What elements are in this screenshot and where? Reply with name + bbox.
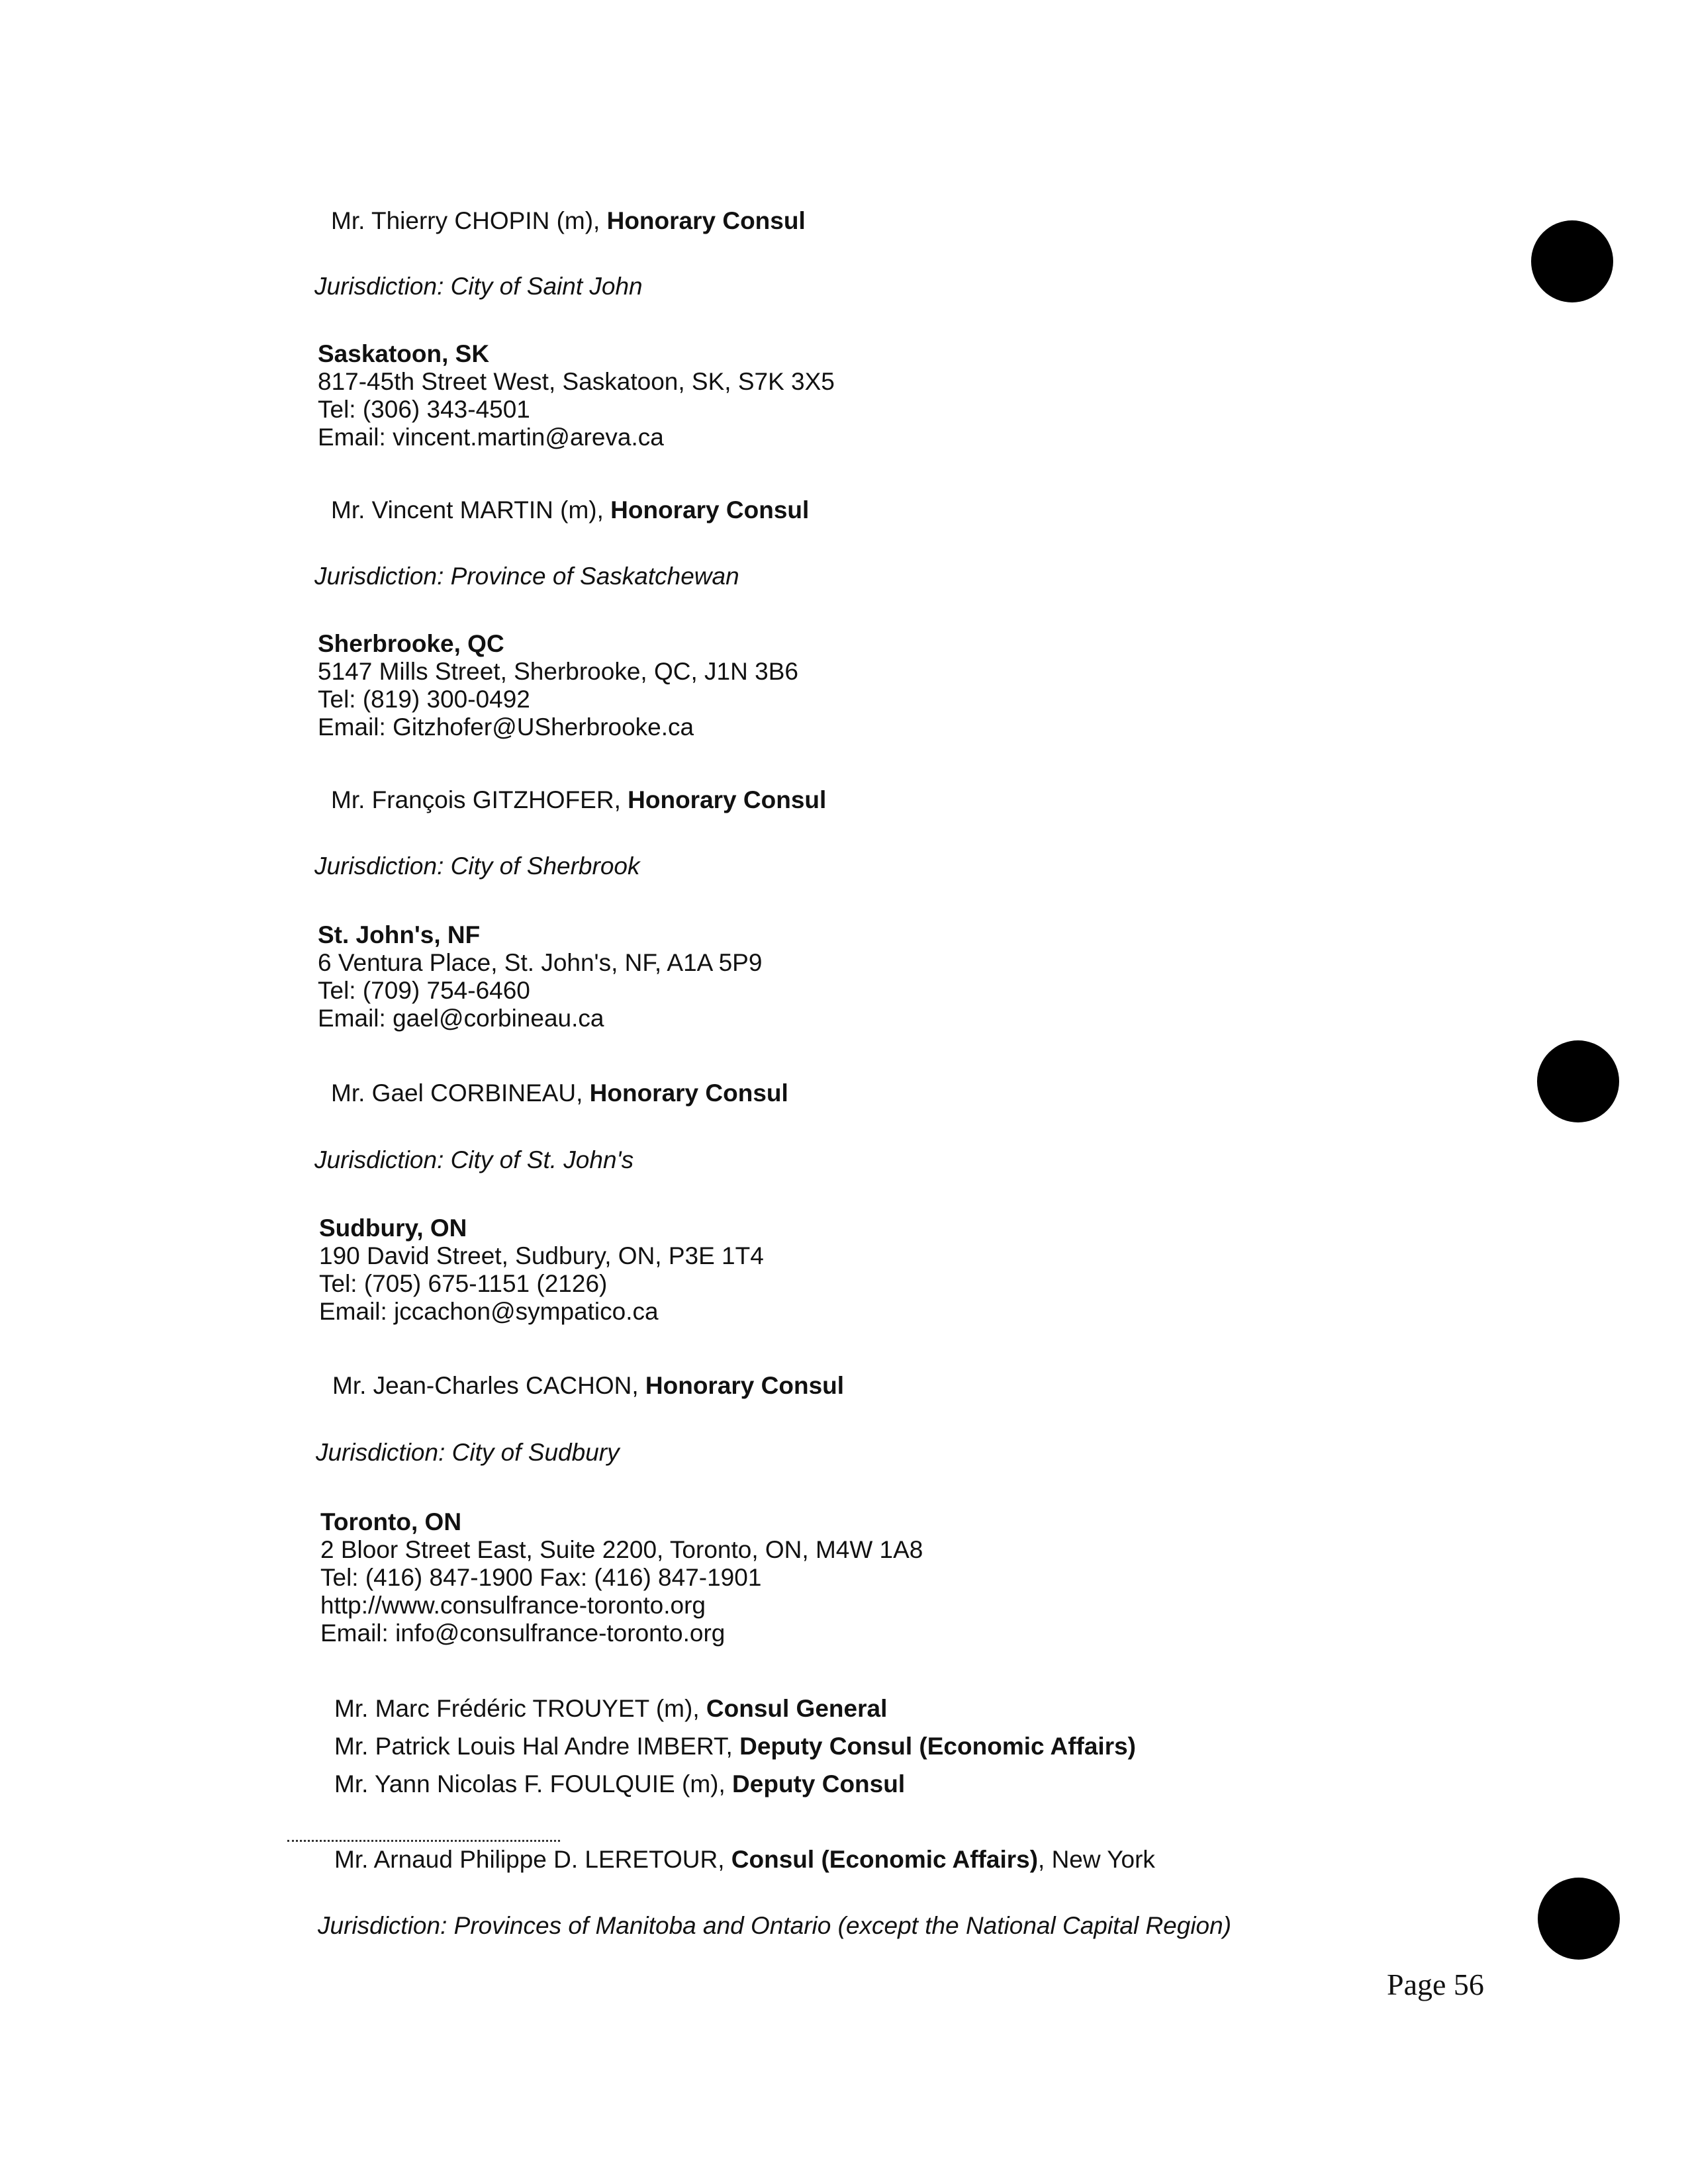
jurisdiction: Jurisdiction: City of Sudbury [316,1439,620,1466]
consul-line: Mr. Vincent MARTIN (m), Honorary Consul [331,496,810,523]
office-email: Email: gael@corbineau.ca [318,1005,604,1032]
office-city: Sherbrooke, QC [318,630,504,657]
consul-line: Mr. Jean-Charles CACHON, Honorary Consul [332,1372,845,1399]
jurisdiction: Jurisdiction: City of Sherbrook [314,852,640,880]
punch-hole-middle [1537,1040,1619,1122]
office-address: 190 David Street, Sudbury, ON, P3E 1T4 [319,1242,764,1269]
office-tel: Tel: (709) 754-6460 [318,977,530,1004]
office-email: Email: Gitzhofer@USherbrooke.ca [318,713,694,741]
office-address: 2 Bloor Street East, Suite 2200, Toronto, ON, M4W 1A8 [320,1536,923,1563]
punch-hole-bottom [1538,1878,1620,1960]
dotted-separator [287,1835,560,1842]
office-tel: Tel: (705) 675-1151 (2126) [319,1270,608,1297]
consul-line: Mr. Arnaud Philippe D. LERETOUR, Consul (Economic Affairs), New York [334,1846,1155,1873]
office-email: Email: info@consulfrance-toronto.org [320,1619,726,1647]
page-number: Page 56 [1387,1968,1484,2001]
office-address: 817-45th Street West, Saskatoon, SK, S7K 3X5 [318,368,835,395]
punch-hole-top [1531,220,1613,302]
office-city: Sudbury, ON [319,1214,467,1242]
jurisdiction: Jurisdiction: City of St. John's [314,1146,634,1173]
office-tel: Tel: (819) 300-0492 [318,686,530,713]
office-city: Toronto, ON [320,1508,462,1535]
office-email: Email: vincent.martin@areva.ca [318,424,664,451]
office-address: 6 Ventura Place, St. John's, NF, A1A 5P9 [318,949,763,976]
consul-line: Mr. Yann Nicolas F. FOULQUIE (m), Deputy Consul [334,1770,906,1797]
office-tel: Tel: (416) 847-1900 Fax: (416) 847-1901 [320,1564,762,1591]
office-tel: Tel: (306) 343-4501 [318,396,530,423]
jurisdiction: Jurisdiction: Provinces of Manitoba and Ontario (except the National Capital Region) [318,1912,1232,1939]
office-city: Saskatoon, SK [318,340,490,367]
consul-line: Mr. Thierry CHOPIN (m), Honorary Consul [331,207,806,234]
office-city: St. John's, NF [318,921,481,948]
consul-line: Mr. François GITZHOFER, Honorary Consul [331,786,827,813]
office-address: 5147 Mills Street, Sherbrooke, QC, J1N 3B6 [318,658,798,685]
consul-line: Mr. Patrick Louis Hal Andre IMBERT, Deputy Consul (Economic Affairs) [334,1733,1136,1760]
consul-line: Mr. Marc Frédéric TROUYET (m), Consul General [334,1695,888,1722]
office-website: http://www.consulfrance-toronto.org [320,1592,706,1619]
consul-line: Mr. Gael CORBINEAU, Honorary Consul [331,1079,788,1107]
jurisdiction: Jurisdiction: City of Saint John [314,273,643,300]
jurisdiction: Jurisdiction: Province of Saskatchewan [314,563,739,590]
office-email: Email: jccachon@sympatico.ca [319,1298,659,1325]
